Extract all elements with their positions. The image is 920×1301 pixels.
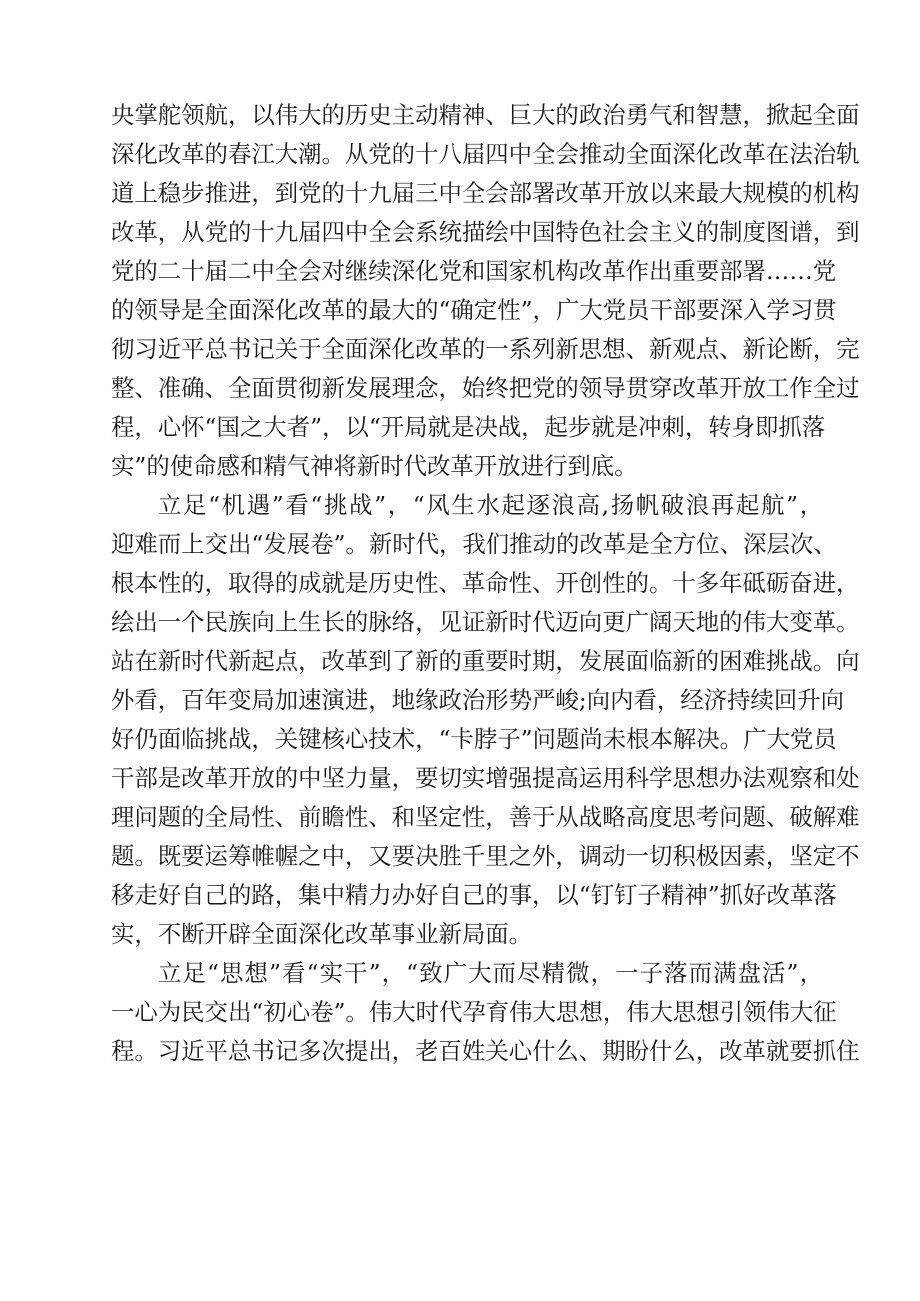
paragraph-3-line-2: 一心为民交出“初心卷”。伟大时代孕育伟大思想，伟大思想引领伟大征: [111, 998, 837, 1026]
paragraph-1-line-6: 的领导是全面深化改革的最大的“确定性”，广大党员干部要深入学习贯: [111, 296, 837, 324]
paragraph-1-line-5: 党的二十届二中全会对继续深化党和国家机构改革作出重要部署……党: [111, 257, 837, 285]
paragraph-2-line-5: 站在新时代新起点，改革到了新的重要时期，发展面临新的困难挑战。向: [111, 647, 860, 675]
paragraph-1-line-1: 央掌舵领航，以伟大的历史主动精神、巨大的政治勇气和智慧，掀起全面: [111, 101, 860, 129]
paragraph-2-line-9: 理问题的全局性、前瞻性、和坚定性，善于从战略高度思考问题、破解难: [111, 803, 860, 831]
paragraph-1-line-2: 深化改革的春江大潮。从党的十八届四中全会推动全面深化改革在法治轨: [111, 140, 860, 168]
paragraph-2-line-6: 外看，百年变局加速演进，地缘政治形势严峻;向内看，经济持续回升向: [111, 686, 844, 714]
paragraph-2-line-7: 好仍面临挑战，关键核心技术，“卡脖子”问题尚未根本解决。广大党员: [111, 725, 837, 753]
paragraph-2-line-8: 干部是改革开放的中坚力量，要切实增强提高运用科学思想办法观察和处: [111, 764, 860, 792]
paragraph-1-line-9: 程，心怀“国之大者”，以“开局就是决战，起步就是冲刺，转身即抓落: [111, 413, 826, 441]
article-body: [111, 96, 860, 1071]
paragraph-2-line-4: 绘出一个民族向上生长的脉络，见证新时代迈向更广阔天地的伟大变革。: [111, 608, 860, 636]
paragraph-1-line-4: 改革，从党的十九届四中全会系统描绘中国特色社会主义的制度图谱，到: [111, 218, 860, 246]
paragraph-2-line-1: 立足“机遇”看“挑战”，“风生水起逐浪高,扬帆破浪再起航”，: [158, 491, 823, 519]
paragraph-2-line-12: 实，不断开辟全面深化改革事业新局面。: [111, 920, 533, 948]
paragraph-1-line-3: 道上稳步推进，到党的十九届三中全会部署改革开放以来最大规模的机构: [111, 179, 860, 207]
paragraph-2-line-10: 题。既要运筹帷幄之中，又要决胜千里之外，调动一切积极因素，坚定不: [111, 842, 860, 870]
paragraph-2-line-11: 移走好自己的路，集中精力办好自己的事，以“钉钉子精神”抓好改革落: [111, 881, 837, 909]
paragraph-3-line-1: 立足“思想”看“实干”，“致广大而尽精微，一子落而满盘活”，: [158, 959, 823, 987]
paragraph-2-line-3: 根本性的，取得的成就是历史性、革命性、开创性的。十多年砥砺奋进，: [111, 569, 860, 597]
paragraph-3-line-3: 程。习近平总书记多次提出，老百姓关心什么、期盼什么，改革就要抓住: [111, 1037, 860, 1065]
paragraph-1-line-7: 彻习近平总书记关于全面深化改革的一系列新思想、新观点、新论断，完: [111, 335, 860, 363]
paragraph-1-line-10: 实”的使命感和精气神将新时代改革开放进行到底。: [111, 452, 638, 480]
paragraph-2-line-2: 迎难而上交出“发展卷”。新时代，我们推动的改革是全方位、深层次、: [111, 530, 837, 558]
paragraph-1-line-8: 整、准确、全面贯彻新发展理念，始终把党的领导贯穿改革开放工作全过: [111, 374, 860, 402]
